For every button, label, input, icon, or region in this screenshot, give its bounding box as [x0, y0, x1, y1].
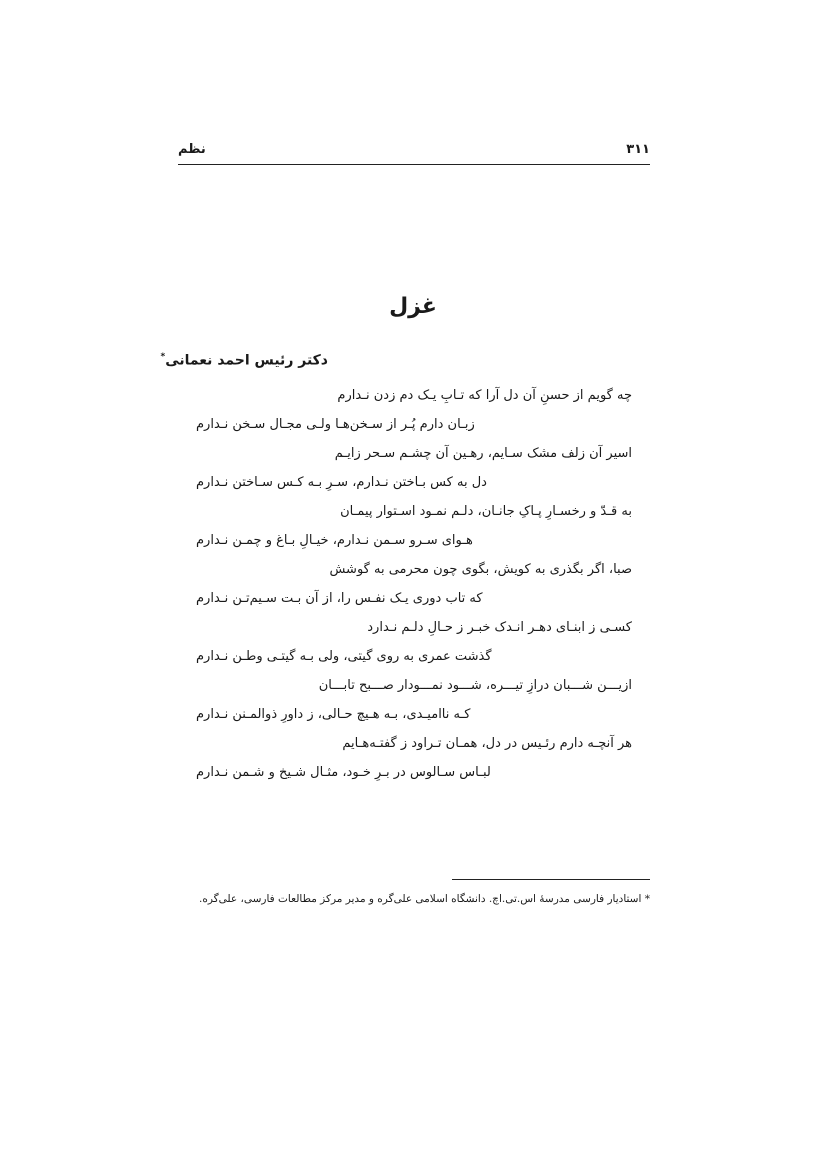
- verse-line: کـه ناامیـدی، بـه هـیچ حـالی، ز داورِ ذوالمـنن نـدارم: [196, 707, 471, 722]
- footnote: [178, 893, 650, 905]
- verse-line: دل به کس بـاختن نـدارم، سـرِ بـه کـس سـاختن نـدارم: [196, 475, 487, 490]
- author-footnote-mark: *: [160, 352, 166, 362]
- page-number: ۳۱۱: [626, 142, 650, 157]
- verse-line: صبا، اگر بگذری به کویش، بگوی چون محرمی به گوشش: [329, 562, 632, 577]
- verse-line: هـوای سـرو سـمن نـدارم، خیـالِ بـاغ و چمـن نـدارم: [196, 533, 473, 548]
- header-section-title: نظم: [178, 142, 206, 157]
- verse-line: کسـی ز ابنـای دهـر انـدک خبـر ز حـالِ دلـم نـدارد: [367, 620, 632, 635]
- footnote-text: استادیار فارسی مدرسهٔ اس.تی.اچ. دانشگاه اسلامی علی‌گره و مدیر مرکز مطالعات فارسی، علی‌گره.: [199, 893, 642, 905]
- author-name: دکتر رئیس احمد نعمانی: [165, 352, 328, 369]
- verse-line: ازیـــن شـــبان درازِ تیـــره، شـــود نمـــودار صـــبح تابـــان: [318, 678, 632, 693]
- author-line: [161, 352, 329, 369]
- verse-line: هر آنچـه دارم رئـیس در دل، همـان تـراود ز گفتـه‌هـایم: [342, 736, 632, 751]
- footnote-mark: *: [644, 893, 650, 905]
- verse-line: گذشت عمری به روی گیتی، ولی بـه گیتـی وطـن نـدارم: [196, 649, 492, 664]
- footnote-divider: [452, 879, 650, 880]
- verse-line: به قـدّ و رخسـارِ پـاکِ جانـان، دلـم نمـود اسـتوار پیمـان: [340, 504, 632, 519]
- verse-line: که تاب دوری یـک نفـس را، از آن بـت سـیم‌تـن نـدارم: [196, 591, 483, 606]
- verse-line: زبـان دارم پُـر از سـخن‌هـا ولـی مجـال سـخن نـدارم: [196, 417, 475, 432]
- verse-line: چه گویم از حسنِ آن دل آرا که تـابِ یـک دم زدن نـدارم: [337, 388, 632, 403]
- poem-title: غزل: [389, 294, 437, 319]
- running-header: [178, 142, 650, 165]
- poem-body: [196, 381, 632, 787]
- verse-line: لبـاس سـالوس در بـرِ خـود، مثـال شـیخ و شـمن نـدارم: [196, 765, 491, 780]
- verse-line: اسیر آن زلف مشک سـایم، رهـین آن چشـم سـحر زایـم: [334, 446, 632, 461]
